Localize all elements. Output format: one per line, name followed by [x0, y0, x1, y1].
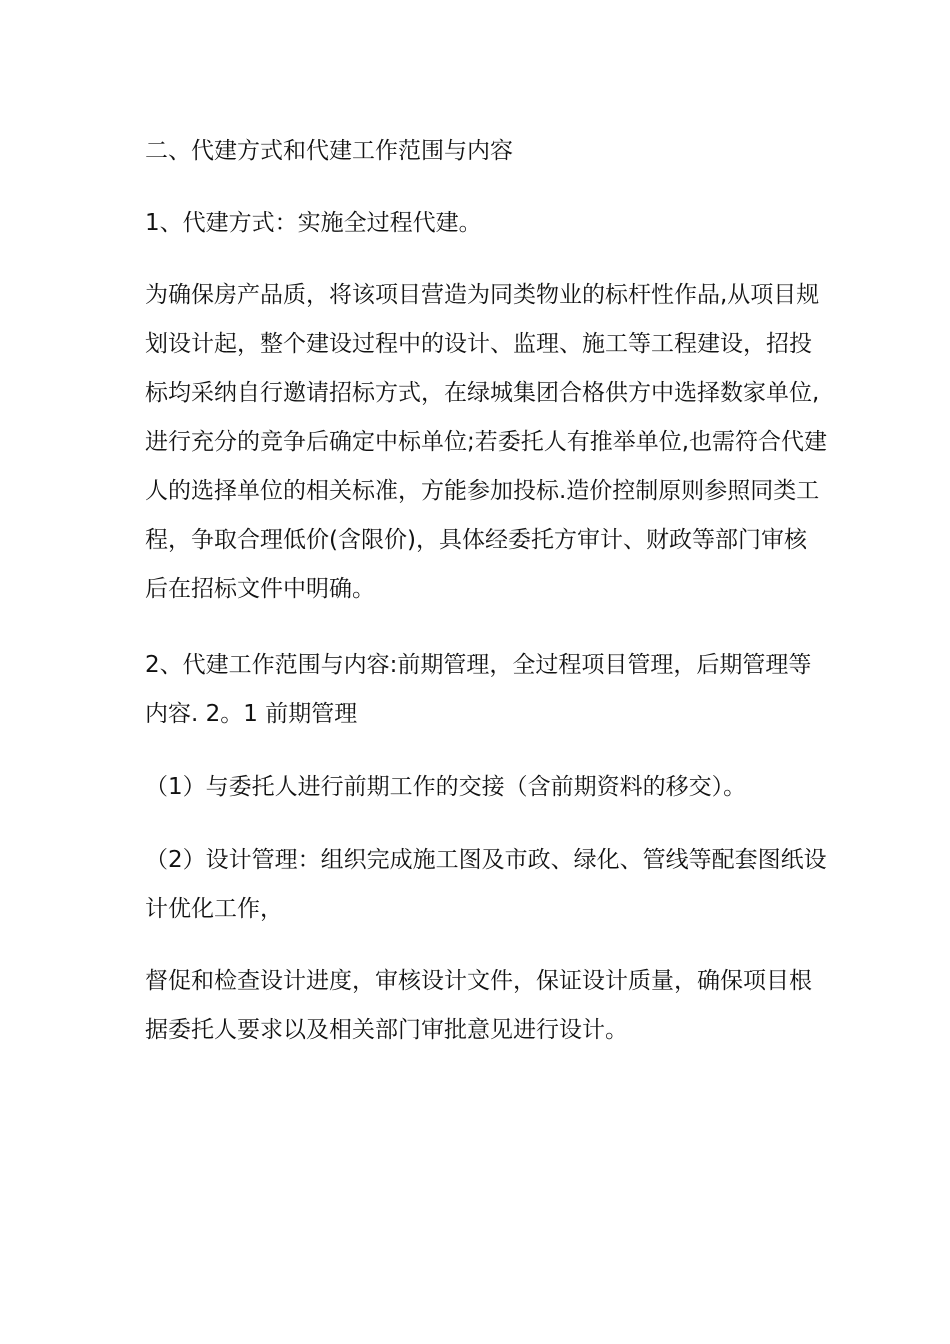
- paragraph-2: [145, 957, 815, 1055]
- paragraph-1-line: 程，争取合理低价(含限价)，具体经委托方审计、财政等部门审核: [145, 527, 807, 553]
- paragraph-2-line: 据委托人要求以及相关部门审批意见进行设计。: [145, 1017, 628, 1043]
- section2: [145, 641, 815, 739]
- paragraph-1-line: 为确保房产品质，将该项目营造为同类物业的标杆性作品,从项目规: [145, 282, 820, 308]
- list-item-1: [145, 763, 815, 812]
- list-item-2: [145, 836, 827, 934]
- section1-title: [145, 199, 815, 248]
- paragraph-2-line: 督促和检查设计进度，审核设计文件，保证设计质量，确保项目根: [145, 968, 812, 994]
- paragraph-1-line: 后在招标文件中明确。: [145, 576, 375, 602]
- list-item-2-line: 计优化工作，: [145, 896, 283, 922]
- section-heading: [145, 127, 815, 176]
- section2-line: 内容. 2。1 前期管理: [145, 701, 358, 727]
- list-item-1-text: （1）与委托人进行前期工作的交接（含前期资料的移交）。: [145, 774, 747, 800]
- heading-text: 二、代建方式和代建工作范围与内容: [145, 138, 513, 164]
- section2-line: 2、代建工作范围与内容:前期管理，全过程项目管理，后期管理等: [145, 652, 812, 678]
- paragraph-1-line: 划设计起，整个建设过程中的设计、监理、施工等工程建设，招投: [145, 331, 812, 357]
- paragraph-1-line: 人的选择单位的相关标准，方能参加投标.造价控制原则参照同类工: [145, 478, 820, 504]
- paragraph-1-line: 进行充分的竞争后确定中标单位;若委托人有推举单位,也需符合代建: [145, 429, 828, 455]
- paragraph-1-line: 标均采纳自行邀请招标方式，在绿城集团合格供方中选择数家单位,: [145, 380, 820, 406]
- list-item-2-line: （2）设计管理：组织完成施工图及市政、绿化、管线等配套图纸设: [145, 847, 827, 873]
- paragraph-1: [145, 271, 828, 614]
- section1-title-text: 1、代建方式：实施全过程代建。: [145, 210, 482, 236]
